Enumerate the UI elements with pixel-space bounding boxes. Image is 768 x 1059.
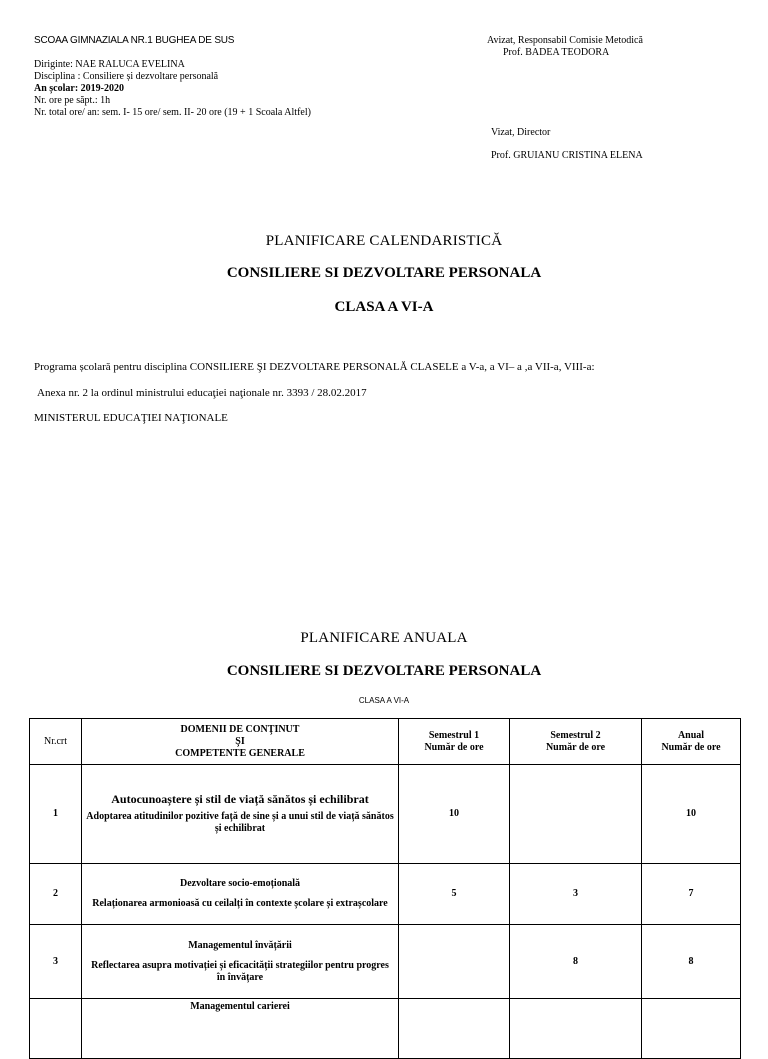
section1-subtitle: CONSILIERE SI DEZVOLTARE PERSONALA bbox=[226, 265, 542, 281]
header-domenii-line1: DOMENII DE CONŢINUT bbox=[180, 723, 300, 735]
row-nr: 3 bbox=[30, 925, 82, 999]
header-domenii-line3: COMPETENTE GENERALE bbox=[175, 747, 305, 759]
header-semestrul-1 bbox=[399, 719, 510, 765]
planning-table bbox=[29, 718, 741, 1059]
ore-total-line: Nr. total ore/ an: sem. I- 15 ore/ sem. II- 20 ore (19 + 1 Scoala Altfel) bbox=[34, 107, 311, 118]
row-semestrul-1 bbox=[399, 999, 510, 1059]
avizat-line: Avizat, Responsabil Comisie Metodică bbox=[487, 35, 643, 46]
section1-title: PLANIFICARE CALENDARISTICĂ bbox=[265, 233, 503, 249]
row-competenta: Relaționarea armonioasă cu ceilalți în contexte școlare și extrașcolare bbox=[92, 898, 388, 909]
table-row bbox=[30, 925, 741, 999]
row-nr: 2 bbox=[30, 864, 82, 925]
row-semestrul-1 bbox=[399, 925, 510, 999]
row-semestrul-1: 5 bbox=[399, 864, 510, 925]
section2-subtitle: CONSILIERE SI DEZVOLTARE PERSONALA bbox=[226, 663, 542, 679]
row-anual bbox=[642, 999, 741, 1059]
vizat-prof: Prof. GRUIANU CRISTINA ELENA bbox=[491, 150, 643, 161]
table-header-row bbox=[30, 719, 741, 765]
row-anual: 8 bbox=[642, 925, 741, 999]
header-s1-line2: Număr de ore bbox=[424, 741, 484, 753]
row-domeniu-cell bbox=[82, 925, 399, 999]
program-line-2: Anexa nr. 2 la ordinul ministrului educaţiei naţionale nr. 3393 / 28.02.2017 bbox=[37, 387, 367, 399]
row-semestrul-2: 3 bbox=[510, 864, 642, 925]
header-s2-line2: Număr de ore bbox=[545, 741, 606, 753]
header-domenii bbox=[82, 719, 399, 765]
vizat-line: Vizat, Director bbox=[491, 127, 551, 138]
row-anual: 10 bbox=[642, 765, 741, 864]
row-anual: 7 bbox=[642, 864, 741, 925]
row-domeniu: Autocunoaștere și stil de viață sănătos și echilibrat bbox=[111, 792, 369, 806]
header-nr: Nr.crt bbox=[30, 719, 82, 765]
row-semestrul-2 bbox=[510, 999, 642, 1059]
section2-clasa: CLASA A VI-A bbox=[358, 696, 410, 705]
header-anual bbox=[642, 719, 741, 765]
table-row bbox=[30, 864, 741, 925]
header-semestrul-2 bbox=[510, 719, 642, 765]
table-row bbox=[30, 765, 741, 864]
header-s1-line1: Semestrul 1 bbox=[428, 729, 480, 741]
disciplina-line: Disciplina : Consiliere și dezvoltare personală bbox=[34, 71, 219, 82]
row-domeniu: Dezvoltare socio-emoțională bbox=[179, 878, 301, 889]
diriginte-line: Diriginte: NAE RALUCA EVELINA bbox=[34, 59, 185, 70]
row-nr bbox=[30, 999, 82, 1059]
header-domenii-line2: ŞI bbox=[235, 735, 245, 747]
row-competenta: Reflectarea asupra motivației și eficacității strategiilor pentru progres în învățare bbox=[91, 959, 389, 983]
ore-saptamana-line: Nr. ore pe săpt.: 1h bbox=[34, 95, 111, 106]
section2-title: PLANIFICARE ANUALA bbox=[300, 630, 468, 646]
row-semestrul-2: 8 bbox=[510, 925, 642, 999]
row-semestrul-2 bbox=[510, 765, 642, 864]
row-domeniu-cell bbox=[82, 765, 399, 864]
row-domeniu: Managementul carierei bbox=[190, 1001, 290, 1012]
table-row bbox=[30, 999, 741, 1059]
program-line-3: MINISTERUL EDUCAŢIEI NAŢIONALE bbox=[34, 412, 228, 424]
row-competenta: Adoptarea atitudinilor pozitive față de sine și a unui stil de viață sănătos și echilibrat bbox=[86, 811, 394, 834]
header-anual-line2: Număr de ore bbox=[661, 741, 721, 753]
row-semestrul-1: 10 bbox=[399, 765, 510, 864]
program-line-1: Programa școlară pentru disciplina CONSILIERE ŞI DEZVOLTARE PERSONALĂ CLASELE a V-a, a VI– a ,a VII-a, VIII-a: bbox=[34, 361, 595, 373]
row-domeniu-cell bbox=[82, 999, 399, 1059]
row-domeniu-cell bbox=[82, 864, 399, 925]
school-name: SCOAA GIMNAZIALA NR.1 BUGHEA DE SUS bbox=[34, 35, 235, 46]
an-scolar-line: An școlar: 2019-2020 bbox=[34, 83, 124, 94]
section1-clasa: CLASA A VI-A bbox=[334, 299, 434, 315]
header-s2-line1: Semestrul 2 bbox=[550, 729, 601, 741]
row-domeniu: Managementul învățării bbox=[188, 939, 292, 951]
row-nr: 1 bbox=[30, 765, 82, 864]
avizat-prof: Prof. BADEA TEODORA bbox=[503, 47, 610, 58]
header-anual-line1: Anual bbox=[677, 729, 705, 741]
